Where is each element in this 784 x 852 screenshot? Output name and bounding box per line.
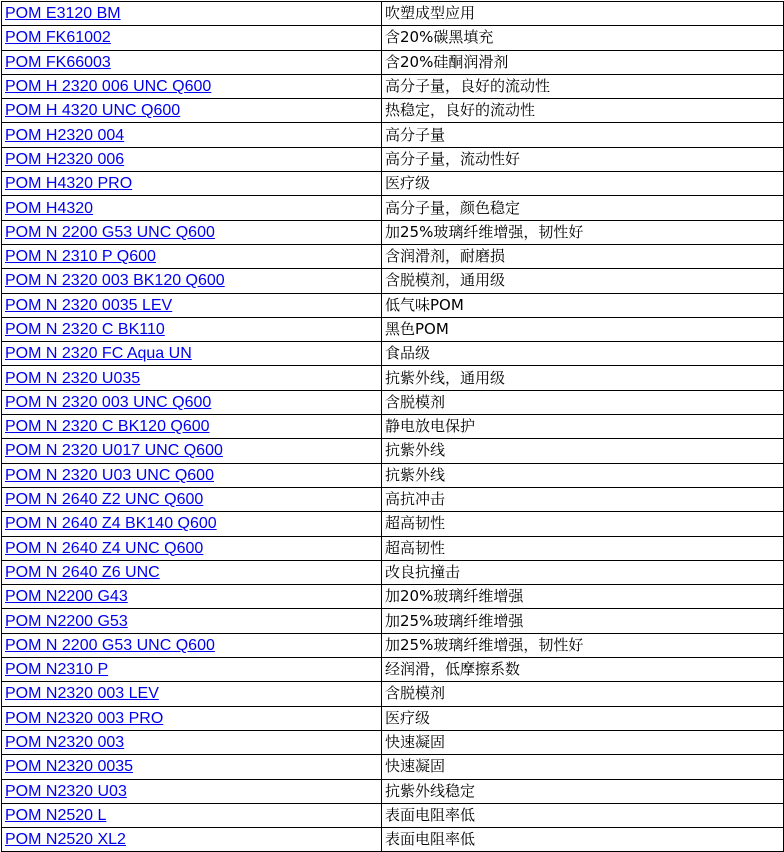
table-row bbox=[2, 366, 784, 390]
table-row bbox=[2, 147, 784, 171]
grade-cell bbox=[2, 755, 382, 779]
grade-cell bbox=[2, 269, 382, 293]
grade-cell bbox=[2, 99, 382, 123]
table-row bbox=[2, 244, 784, 268]
grade-cell bbox=[2, 74, 382, 98]
description-cell: 加25%玻璃纤维增强，韧性好 bbox=[382, 633, 784, 657]
table-row bbox=[2, 585, 784, 609]
description-cell: 经润滑，低摩擦系数 bbox=[382, 658, 784, 682]
table-row bbox=[2, 26, 784, 50]
grade-cell bbox=[2, 682, 382, 706]
grade-link[interactable]: POM N 2320 003 UNC Q600 bbox=[5, 393, 212, 411]
table-row bbox=[2, 269, 784, 293]
grade-link[interactable]: POM N2320 003 bbox=[5, 734, 125, 752]
grade-link[interactable]: POM N2520 XL2 bbox=[5, 831, 126, 849]
grade-link[interactable]: POM FK61002 bbox=[5, 29, 111, 47]
grade-link[interactable]: POM N 2320 C BK120 Q600 bbox=[5, 418, 210, 436]
grade-link[interactable]: POM H2320 004 bbox=[5, 126, 125, 144]
grade-cell bbox=[2, 585, 382, 609]
grade-link[interactable]: POM H2320 006 bbox=[5, 150, 125, 168]
grade-link[interactable]: POM N 2200 G53 UNC Q600 bbox=[5, 223, 215, 241]
table-row bbox=[2, 342, 784, 366]
table-row bbox=[2, 609, 784, 633]
grade-cell bbox=[2, 730, 382, 754]
grade-link[interactable]: POM N 2310 P Q600 bbox=[5, 248, 156, 266]
description-cell: 抗紫外线，通用级 bbox=[382, 366, 784, 390]
grade-cell bbox=[2, 487, 382, 511]
description-cell: 高分子量，良好的流动性 bbox=[382, 74, 784, 98]
description-cell: 抗紫外线 bbox=[382, 439, 784, 463]
grade-link[interactable]: POM N 2320 U03 UNC Q600 bbox=[5, 466, 214, 484]
grade-cell bbox=[2, 244, 382, 268]
description-cell: 静电放电保护 bbox=[382, 415, 784, 439]
grade-cell bbox=[2, 196, 382, 220]
grade-cell bbox=[2, 317, 382, 341]
grade-link[interactable]: POM E3120 BM bbox=[5, 5, 121, 23]
grade-link[interactable]: POM N2320 U03 bbox=[5, 782, 127, 800]
table-row bbox=[2, 2, 784, 26]
description-cell: 吹塑成型应用 bbox=[382, 2, 784, 26]
grade-link[interactable]: POM N 2320 U017 UNC Q600 bbox=[5, 442, 223, 460]
table-row bbox=[2, 99, 784, 123]
grade-link[interactable]: POM N2200 G53 bbox=[5, 612, 128, 630]
table-row bbox=[2, 560, 784, 584]
table-row bbox=[2, 50, 784, 74]
description-cell: 表面电阻率低 bbox=[382, 803, 784, 827]
grade-link[interactable]: POM N2320 003 PRO bbox=[5, 709, 164, 727]
grade-cell bbox=[2, 50, 382, 74]
grade-cell bbox=[2, 26, 382, 50]
grades-table bbox=[1, 1, 784, 852]
grade-link[interactable]: POM N2320 003 LEV bbox=[5, 685, 159, 703]
description-cell: 医疗级 bbox=[382, 172, 784, 196]
grade-cell bbox=[2, 293, 382, 317]
table-row bbox=[2, 196, 784, 220]
grade-cell bbox=[2, 220, 382, 244]
description-cell: 高抗冲击 bbox=[382, 487, 784, 511]
table-row bbox=[2, 779, 784, 803]
grade-cell bbox=[2, 439, 382, 463]
grade-link[interactable]: POM N2200 G43 bbox=[5, 588, 128, 606]
grade-cell bbox=[2, 828, 382, 852]
description-cell: 高分子量，流动性好 bbox=[382, 147, 784, 171]
table-row bbox=[2, 293, 784, 317]
grade-cell bbox=[2, 536, 382, 560]
description-cell: 热稳定，良好的流动性 bbox=[382, 99, 784, 123]
grade-link[interactable]: POM FK66003 bbox=[5, 53, 111, 71]
description-cell: 含20%硅酮润滑剂 bbox=[382, 50, 784, 74]
grade-link[interactable]: POM H4320 PRO bbox=[5, 175, 133, 193]
description-cell: 快速凝固 bbox=[382, 730, 784, 754]
description-cell: 黑色POM bbox=[382, 317, 784, 341]
description-cell: 含脱模剂 bbox=[382, 682, 784, 706]
grade-cell bbox=[2, 342, 382, 366]
description-cell: 含脱模剂，通用级 bbox=[382, 269, 784, 293]
grade-cell bbox=[2, 123, 382, 147]
grade-cell bbox=[2, 633, 382, 657]
description-cell: 含脱模剂 bbox=[382, 390, 784, 414]
description-cell: 高分子量 bbox=[382, 123, 784, 147]
grade-link[interactable]: POM N 2640 Z6 UNC bbox=[5, 563, 160, 581]
table-row bbox=[2, 730, 784, 754]
table-row bbox=[2, 317, 784, 341]
description-cell: 加20%玻璃纤维增强 bbox=[382, 585, 784, 609]
grade-link[interactable]: POM N2310 P bbox=[5, 661, 109, 679]
grade-link[interactable]: POM H 2320 006 UNC Q600 bbox=[5, 78, 212, 96]
grade-cell bbox=[2, 779, 382, 803]
description-cell: 含20%碳黑填充 bbox=[382, 26, 784, 50]
grade-cell bbox=[2, 463, 382, 487]
grade-link[interactable]: POM N 2640 Z2 UNC Q600 bbox=[5, 491, 204, 509]
grade-link[interactable]: POM N 2200 G53 UNC Q600 bbox=[5, 636, 215, 654]
table-row bbox=[2, 439, 784, 463]
table-row bbox=[2, 658, 784, 682]
grade-link[interactable]: POM N 2320 U035 bbox=[5, 369, 141, 387]
grade-cell bbox=[2, 803, 382, 827]
grade-link[interactable]: POM N 2320 C BK110 bbox=[5, 321, 165, 338]
table-row bbox=[2, 172, 784, 196]
description-cell: 快速凝固 bbox=[382, 755, 784, 779]
table-row bbox=[2, 682, 784, 706]
table-row bbox=[2, 828, 784, 852]
table-row bbox=[2, 487, 784, 511]
grade-cell bbox=[2, 415, 382, 439]
grade-cell bbox=[2, 366, 382, 390]
description-cell: 食品级 bbox=[382, 342, 784, 366]
table-row bbox=[2, 633, 784, 657]
description-cell: 超高韧性 bbox=[382, 536, 784, 560]
grade-link[interactable]: POM N 2320 FC Aqua UN bbox=[5, 345, 192, 363]
description-cell: 改良抗撞击 bbox=[382, 560, 784, 584]
grade-cell bbox=[2, 390, 382, 414]
description-cell: 加25%玻璃纤维增强，韧性好 bbox=[382, 220, 784, 244]
table-row bbox=[2, 415, 784, 439]
grade-cell bbox=[2, 512, 382, 536]
table-row bbox=[2, 390, 784, 414]
description-cell: 抗紫外线稳定 bbox=[382, 779, 784, 803]
grade-cell bbox=[2, 658, 382, 682]
table-row bbox=[2, 803, 784, 827]
grade-cell bbox=[2, 2, 382, 26]
table-row bbox=[2, 220, 784, 244]
grade-cell bbox=[2, 609, 382, 633]
table-row bbox=[2, 463, 784, 487]
description-cell: 表面电阻率低 bbox=[382, 828, 784, 852]
grade-cell bbox=[2, 147, 382, 171]
description-cell: 加25%玻璃纤维增强 bbox=[382, 609, 784, 633]
description-cell: 含润滑剂，耐磨损 bbox=[382, 244, 784, 268]
table-row bbox=[2, 536, 784, 560]
grade-link[interactable]: POM N2320 0035 bbox=[5, 758, 134, 776]
table-row bbox=[2, 706, 784, 730]
description-cell: 医疗级 bbox=[382, 706, 784, 730]
grade-cell bbox=[2, 172, 382, 196]
grade-cell bbox=[2, 560, 382, 584]
grades-table-body bbox=[2, 2, 784, 852]
table-row bbox=[2, 755, 784, 779]
grade-cell bbox=[2, 706, 382, 730]
description-cell: 抗紫外线 bbox=[382, 463, 784, 487]
grade-link[interactable]: POM N 2640 Z4 BK140 Q600 bbox=[5, 515, 217, 533]
description-cell: 低气味POM bbox=[382, 293, 784, 317]
grade-link[interactable]: POM N2520 L bbox=[5, 806, 107, 824]
description-cell: 高分子量，颜色稳定 bbox=[382, 196, 784, 220]
description-cell: 超高韧性 bbox=[382, 512, 784, 536]
grade-link[interactable]: POM H 4320 UNC Q600 bbox=[5, 102, 181, 120]
grade-link[interactable]: POM N 2640 Z4 UNC Q600 bbox=[5, 539, 204, 557]
table-row bbox=[2, 512, 784, 536]
table-row bbox=[2, 74, 784, 98]
table-row bbox=[2, 123, 784, 147]
grade-link[interactable]: POM N 2320 003 BK120 Q600 bbox=[5, 272, 225, 290]
grade-link[interactable]: POM H4320 bbox=[5, 199, 94, 217]
grade-link[interactable]: POM N 2320 0035 LEV bbox=[5, 296, 173, 314]
